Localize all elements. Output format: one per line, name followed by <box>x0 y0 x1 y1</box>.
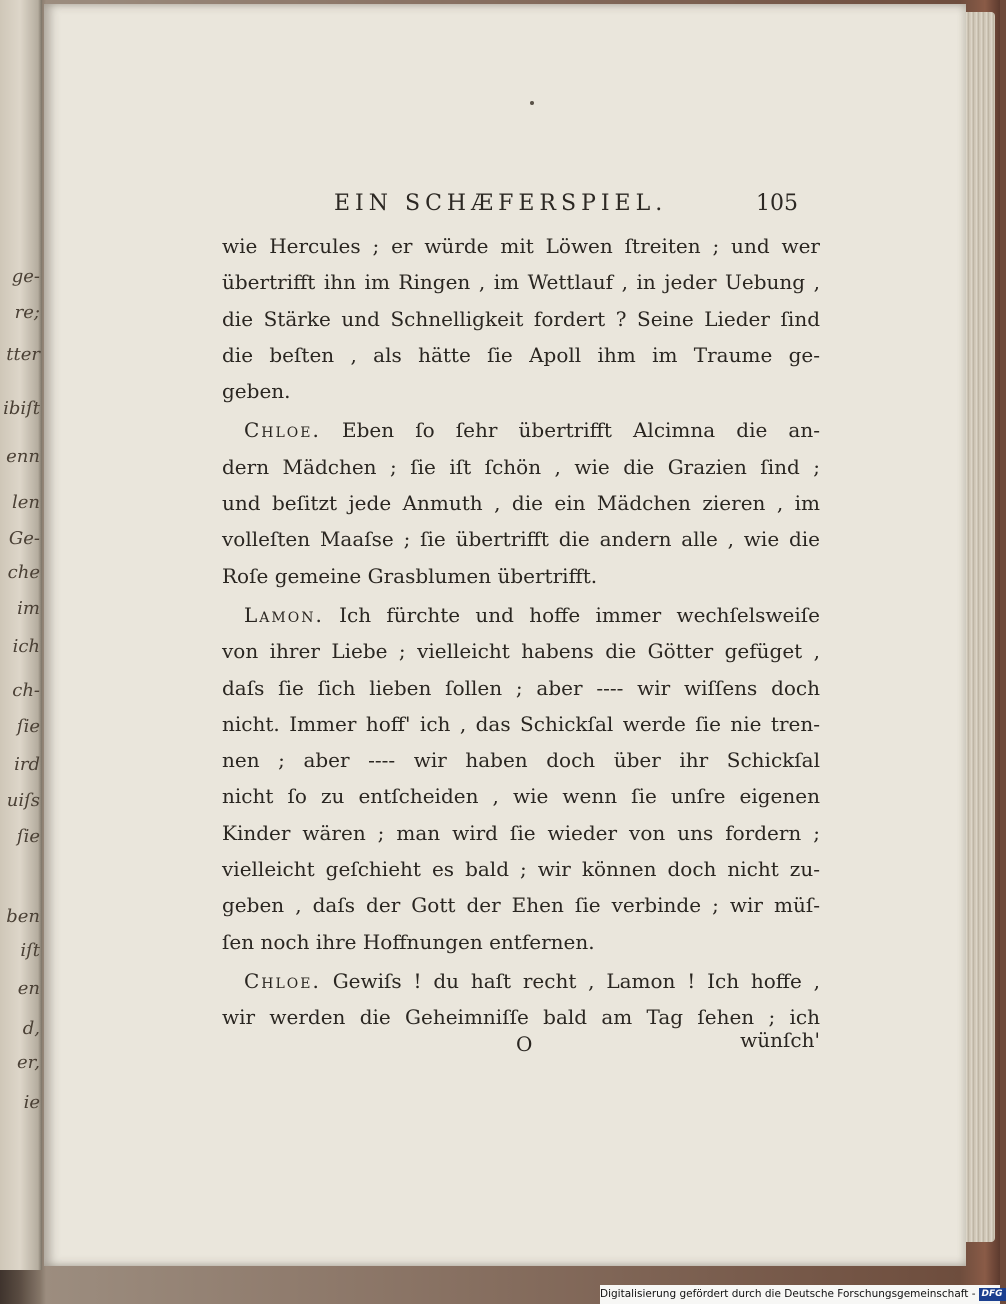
text-line: geben. <box>222 379 291 404</box>
speaker-name: Chloe. <box>244 418 321 443</box>
facing-page-fragment: Ge- <box>8 528 40 549</box>
text-line: wir werden die Geheimniſſe bald am Tag ſehen ; ich <box>222 1005 820 1030</box>
text-line: die beſten , als hätte ſie Apoll ihm im Traume ge- <box>222 342 820 367</box>
signature-mark: O <box>516 1032 533 1056</box>
facing-page-fragment: che <box>7 562 40 583</box>
facing-page-fragment: len <box>11 492 40 513</box>
text-line: nicht. Immer hoff' ich , das Schickſal werde ſie nie tren- <box>222 711 820 736</box>
facing-page-fragment: ch- <box>12 680 40 701</box>
paragraph-first-line <box>222 597 820 633</box>
text-line: Roſe gemeine Grasblumen übertrifft. <box>222 563 598 588</box>
facing-page-fragment: ibiſt <box>3 398 40 419</box>
facing-page-fragment: ird <box>14 754 40 775</box>
facing-page-edge <box>0 0 42 1270</box>
speaker-name: Chloe. <box>244 968 321 993</box>
facing-page-fragment: en <box>17 978 40 999</box>
book-page <box>44 4 966 1266</box>
text-fragment: Eben ſo ſehr übertrifft Alcimna die an- <box>341 418 820 443</box>
facing-page-fragment: ben <box>6 906 40 927</box>
text-line: ſen noch ihre Hoffnungen entfernen. <box>222 929 595 954</box>
facing-page-text-fragments <box>0 0 42 1270</box>
text-line: von ihrer Liebe ; vielleicht habens die Götter gefüget , <box>222 639 820 664</box>
speaker-name: Lamon. <box>244 602 324 627</box>
facing-page-fragment: ge- <box>11 266 40 287</box>
ink-speck <box>530 101 534 105</box>
text-line: wie Hercules ; er würde mit Löwen ſtreiten ; und wer <box>222 234 820 258</box>
digitization-credit <box>600 1285 1003 1304</box>
facing-page-fragment: re; <box>14 302 40 323</box>
running-head: EIN SCHÆFERSPIEL. <box>334 191 668 216</box>
facing-page-fragment: ſie <box>16 716 40 737</box>
facing-page-fragment: tter <box>6 344 40 365</box>
facing-page-fragment: ie <box>23 1092 40 1113</box>
dfg-logo: DFG <box>979 1288 1006 1301</box>
facing-page-fragment: ſie <box>16 826 40 847</box>
page-foot <box>222 1028 820 1064</box>
facing-page-fragment: er, <box>16 1052 40 1073</box>
paragraph-first-line <box>222 963 820 999</box>
facing-page-fragment: uiſs <box>6 790 40 811</box>
facing-page-fragment: d, <box>22 1018 40 1039</box>
text-line: daſs ſie ſich lieben ſollen ; aber ---- wir wiſſens doch <box>222 675 820 700</box>
body-text <box>222 228 820 1036</box>
text-line: nen ; aber ---- wir haben doch über ihr Schickſal <box>222 748 820 773</box>
facing-page-fragment: enn <box>6 446 40 467</box>
text-fragment: Ich fürchte und hoffe immer wechſelsweiſe <box>339 602 820 627</box>
text-line: die Stärke und Schnelligkeit fordert ? Seine Lieder ſind <box>222 306 820 331</box>
text-line: volleſten Maaſse ; ſie übertrifft die andern alle , wie die <box>222 527 820 552</box>
text-line: geben , daſs der Gott der Ehen ſie verbinde ; wir müſ- <box>222 893 820 918</box>
facing-page-fragment: im <box>17 598 40 619</box>
catchword: wünſch' <box>740 1028 820 1052</box>
facing-page-fragment: ich <box>12 636 40 657</box>
text-line: Kinder wären ; man wird ſie wieder von uns fordern ; <box>222 820 820 845</box>
text-line: dern Mädchen ; ſie iſt ſchön , wie die Grazien ſind ; <box>222 454 820 479</box>
page-number: 105 <box>756 191 798 216</box>
text-line: vielleicht geſchieht es bald ; wir können doch nicht zu- <box>222 857 820 882</box>
credit-text: Digitalisierung gefördert durch die Deutsche Forschungsgemeinschaft - <box>600 1288 976 1300</box>
paragraph-first-line <box>222 412 820 448</box>
facing-page-fragment: iſt <box>20 940 40 961</box>
text-line: übertrifft ihn im Ringen , im Wettlauf , in jeder Uebung , <box>222 270 820 295</box>
text-line: und beſitzt jede Anmuth , die ein Mädchen zieren , im <box>222 491 820 516</box>
text-line: nicht ſo zu entſcheiden , wie wenn ſie unſre eigenen <box>222 784 820 809</box>
text-fragment: Gewiſs ! du haſt recht , Lamon ! Ich hoffe , <box>332 968 821 993</box>
